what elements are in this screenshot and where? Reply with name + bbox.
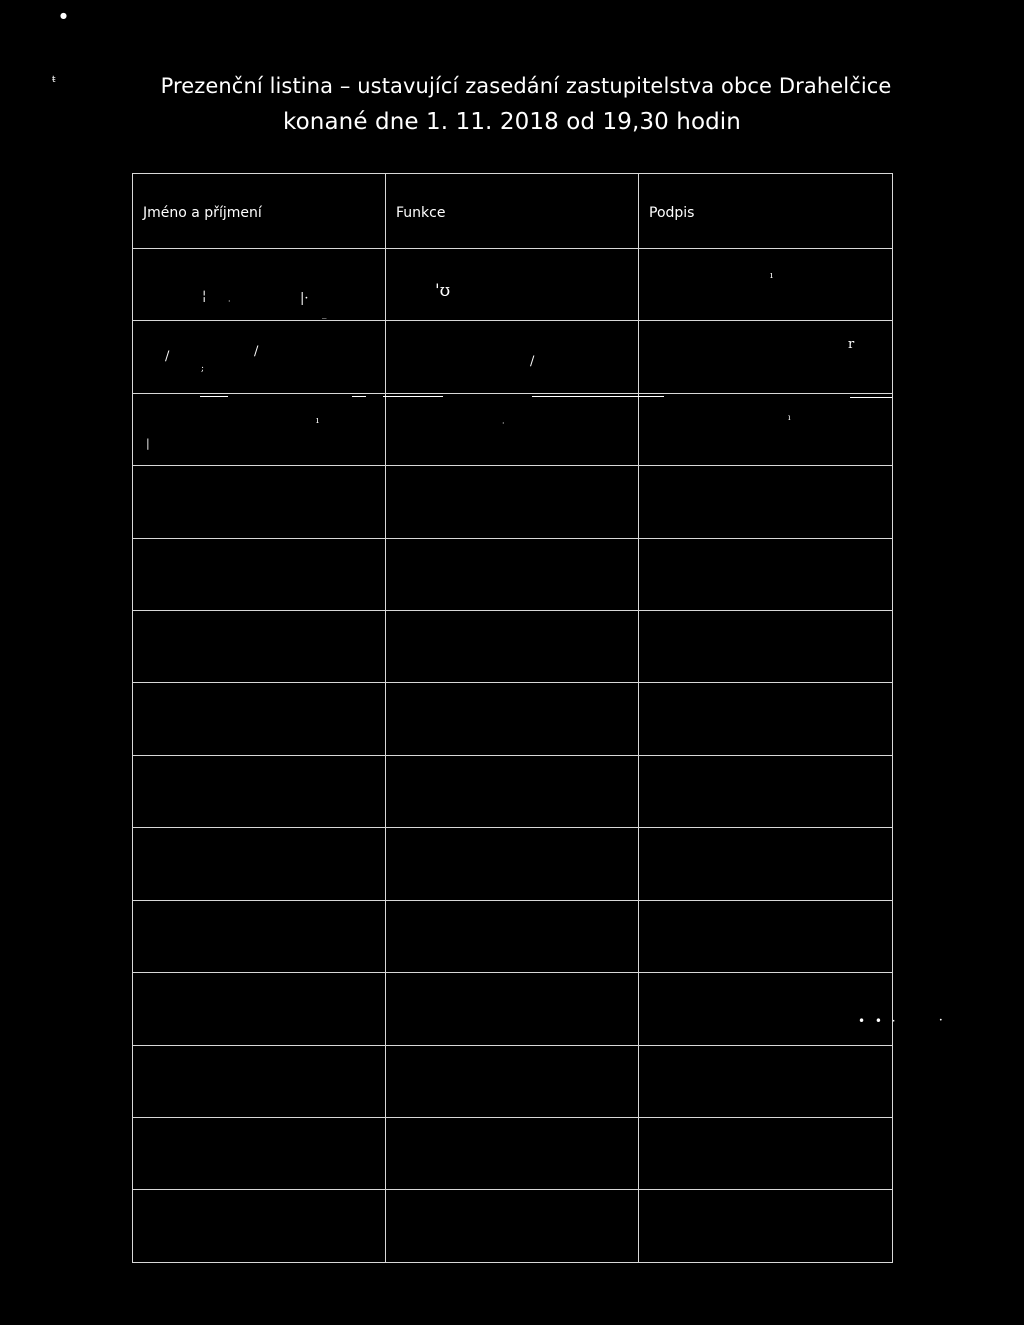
function-cell <box>386 466 639 538</box>
scan-line <box>850 397 892 398</box>
name-cell <box>133 248 386 320</box>
function-cell <box>386 248 639 320</box>
name-cell <box>133 611 386 683</box>
name-cell <box>133 538 386 610</box>
signature-cell <box>639 611 893 683</box>
name-cell <box>133 1118 386 1190</box>
scan-mark: · <box>228 297 231 306</box>
function-cell <box>386 393 639 465</box>
attendance-table-wrap <box>132 173 892 1263</box>
scan-mark: · <box>502 419 505 428</box>
signature-cell <box>639 1045 893 1117</box>
scan-mark: | <box>146 437 150 450</box>
name-cell <box>133 466 386 538</box>
attendance-table <box>132 173 893 1263</box>
signature-cell <box>639 755 893 827</box>
scan-line <box>352 396 366 397</box>
scan-speck: • <box>939 1017 943 1024</box>
table-row <box>133 900 893 972</box>
scan-speck: ŧ <box>52 75 56 85</box>
name-cell <box>133 900 386 972</box>
name-cell <box>133 755 386 827</box>
function-cell <box>386 611 639 683</box>
table-row <box>133 828 893 900</box>
scan-line <box>200 396 228 397</box>
scan-speck: • • · <box>858 1014 899 1028</box>
scan-mark: ı <box>770 271 773 281</box>
signature-cell <box>639 683 893 755</box>
table-header-row <box>133 174 893 249</box>
name-cell <box>133 683 386 755</box>
table-row <box>133 973 893 1045</box>
name-cell <box>133 1045 386 1117</box>
name-cell <box>133 828 386 900</box>
function-cell <box>386 828 639 900</box>
function-cell <box>386 1190 639 1263</box>
function-cell <box>386 755 639 827</box>
signature-fragment: 'ʊ <box>435 281 451 301</box>
table-row <box>133 538 893 610</box>
name-cell <box>133 973 386 1045</box>
signature-cell <box>639 248 893 320</box>
name-cell <box>133 393 386 465</box>
document-subtitle: konané dne 1. 11. 2018 od 19,30 hodin <box>283 109 741 135</box>
signature-cell <box>639 973 893 1045</box>
table-row <box>133 611 893 683</box>
function-cell <box>386 538 639 610</box>
name-cell <box>133 1190 386 1263</box>
scan-mark: r <box>848 337 855 352</box>
column-header-function: Funkce <box>386 174 639 249</box>
scan-mark: / <box>530 354 535 369</box>
table-row <box>133 755 893 827</box>
scan-mark: |· <box>300 291 309 306</box>
scan-mark: ı <box>788 413 791 422</box>
signature-cell <box>639 538 893 610</box>
signature-cell <box>639 321 893 393</box>
column-header-signature: Podpis <box>639 174 893 249</box>
scan-mark: ; <box>201 364 205 374</box>
scan-speck: ● <box>60 11 67 20</box>
table-row <box>133 683 893 755</box>
function-cell <box>386 900 639 972</box>
function-cell <box>386 683 639 755</box>
function-cell <box>386 973 639 1045</box>
function-cell <box>386 1045 639 1117</box>
scan-mark: / <box>165 349 170 364</box>
table-row <box>133 248 893 320</box>
scan-mark: _ <box>322 309 327 319</box>
table-row <box>133 466 893 538</box>
function-cell <box>386 321 639 393</box>
column-header-name: Jméno a příjmení <box>133 174 386 249</box>
table-row <box>133 393 893 465</box>
scan-mark: / <box>254 344 259 359</box>
table-row <box>133 1190 893 1263</box>
table-row <box>133 1118 893 1190</box>
document-title: Prezenční listina – ustavující zasedání zastupitelstva obce Drahelčice <box>160 74 892 98</box>
scan-line <box>532 396 664 397</box>
scan-line <box>383 396 443 397</box>
function-cell <box>386 1118 639 1190</box>
signature-cell <box>639 393 893 465</box>
table-row <box>133 321 893 393</box>
name-cell <box>133 321 386 393</box>
scan-mark: ¦ <box>202 289 207 304</box>
scan-mark: ı <box>316 416 319 426</box>
signature-cell <box>639 900 893 972</box>
signature-cell <box>639 466 893 538</box>
table-row <box>133 1045 893 1117</box>
signature-cell <box>639 1118 893 1190</box>
signature-cell <box>639 828 893 900</box>
signature-cell <box>639 1190 893 1263</box>
